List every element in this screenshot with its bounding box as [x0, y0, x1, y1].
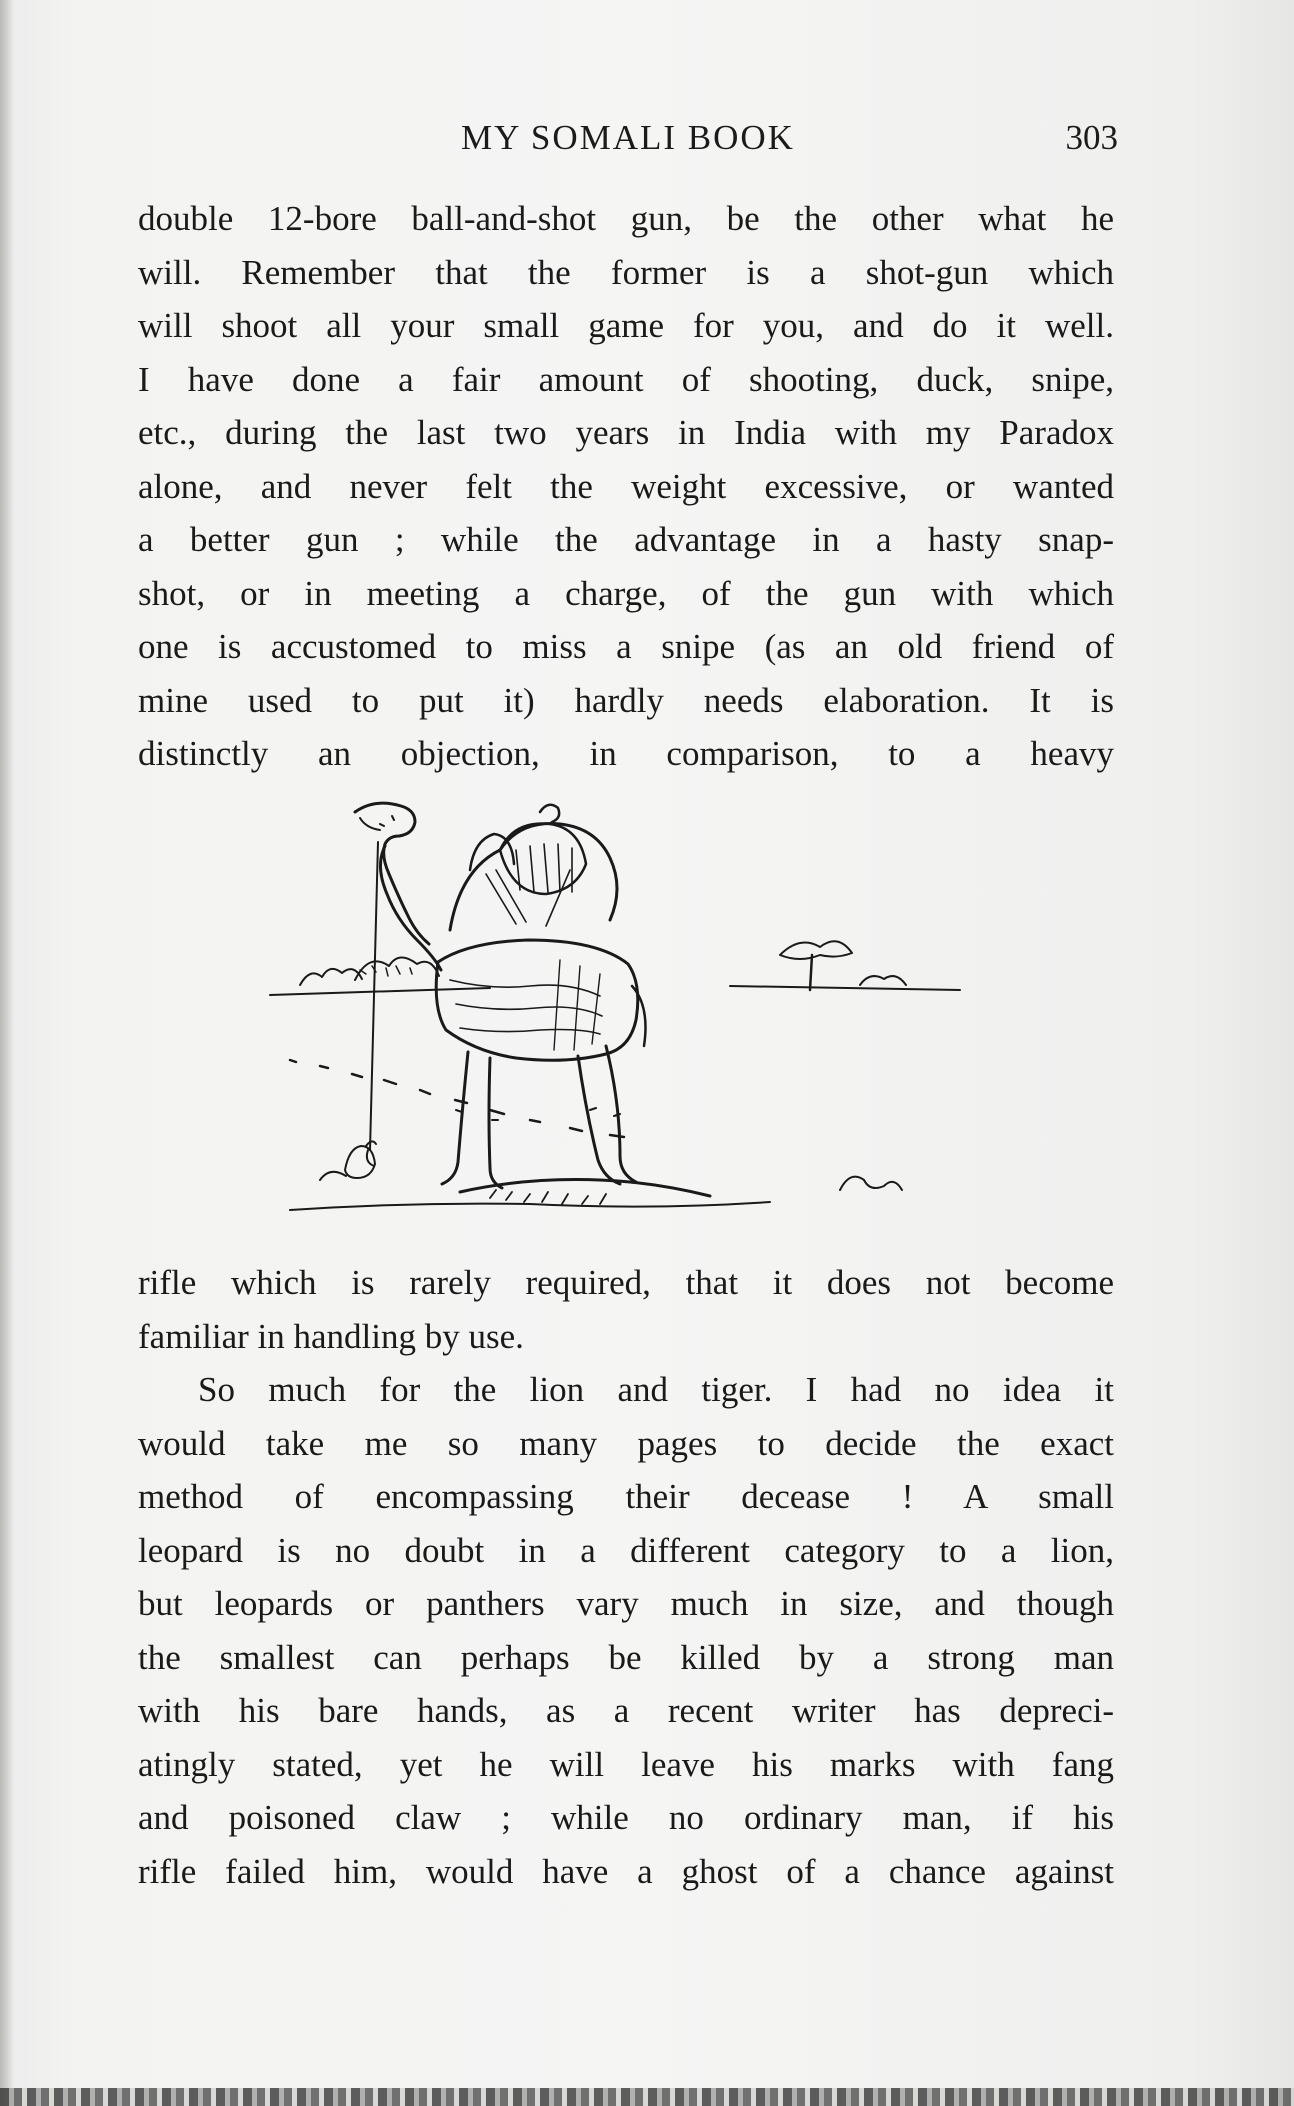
text-line: shot, or in meeting a charge, of the gun with which — [138, 573, 1114, 613]
text-line: etc., during the last two years in India with my Paradox — [138, 413, 1114, 452]
text-line: atingly stated, yet he will leave his marks with fang — [138, 1744, 1114, 1784]
text-line: I have done a fair amount of shooting, duck, snipe, — [138, 359, 1114, 399]
text-line: will. Remember that the former is a shot-gun which — [138, 252, 1114, 292]
text-line: familiar in handling by use. — [138, 1316, 524, 1356]
page-bottom-edge — [0, 2088, 1294, 2106]
text-line: double 12-bore ball-and-shot gun, be the other what he — [138, 199, 1114, 238]
page-header — [138, 118, 1118, 168]
page-number: 303 — [1065, 118, 1118, 157]
text-line: So much for the lion and tiger. I had no idea it — [198, 1370, 1114, 1409]
text-line: but leopards or panthers vary much in size, and though — [138, 1584, 1114, 1623]
text-line: method of encompassing their decease ! A small — [138, 1477, 1114, 1516]
text-line: distinctly an objection, in comparison, to a heavy — [138, 734, 1114, 773]
page-gutter-shadow — [0, 0, 14, 2106]
paragraph-1-top — [138, 192, 1114, 781]
camel-illustration-icon — [260, 790, 1020, 1240]
text-line: and poisoned claw ; while no ordinary man, if his — [138, 1798, 1114, 1837]
text-line: one is accustomed to miss a snipe (as an old friend of — [138, 627, 1114, 666]
text-line: a better gun ; while the advantage in a hasty snap- — [138, 520, 1114, 559]
text-line: the smallest can perhaps be killed by a strong man — [138, 1637, 1114, 1677]
text-line: mine used to put it) hardly needs elaboration. It is — [138, 680, 1114, 720]
text-line: leopard is no doubt in a different category to a lion, — [138, 1530, 1114, 1570]
text-line: rifle failed him, would have a ghost of a chance against — [138, 1851, 1114, 1891]
text-line: would take me so many pages to decide the exact — [138, 1423, 1114, 1463]
paragraph-1-bottom — [138, 1256, 1114, 1898]
text-line: will shoot all your small game for you, and do it well. — [138, 306, 1114, 345]
text-line: rifle which is rarely required, that it does not become — [138, 1263, 1114, 1302]
text-line: with his bare hands, as a recent writer has depreci- — [138, 1691, 1114, 1730]
running-head: MY SOMALI BOOK — [461, 118, 795, 157]
text-line: alone, and never felt the weight excessive, or wanted — [138, 466, 1114, 506]
